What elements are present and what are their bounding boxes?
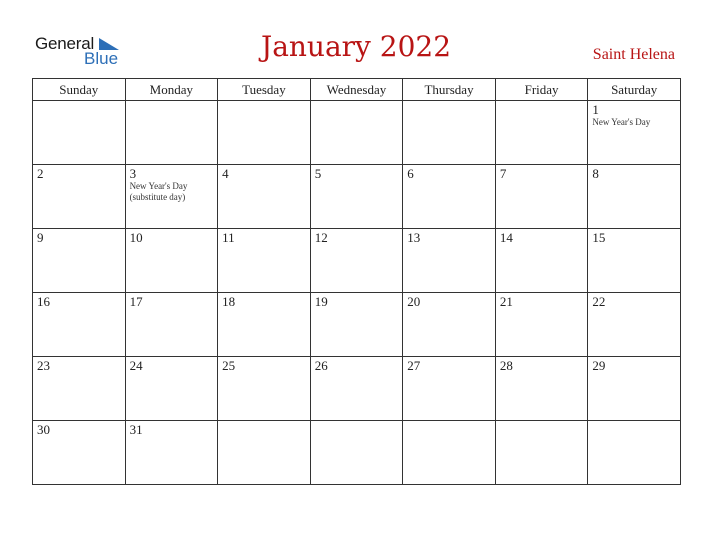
day-cell xyxy=(310,293,403,357)
day-number: 11 xyxy=(222,230,235,245)
day-number: 30 xyxy=(37,422,50,437)
day-cell xyxy=(125,101,218,165)
day-cell xyxy=(403,357,496,421)
week-row xyxy=(33,229,681,293)
day-number: 29 xyxy=(592,358,606,373)
weekday-header: Saturday xyxy=(588,79,681,101)
day-number: 1 xyxy=(592,102,599,117)
weekday-header: Tuesday xyxy=(218,79,311,101)
day-number: 17 xyxy=(129,294,143,309)
day-cell xyxy=(495,165,588,229)
day-number: 27 xyxy=(407,358,421,373)
day-number: 13 xyxy=(407,230,421,245)
day-cell xyxy=(33,165,126,229)
day-number: 16 xyxy=(37,294,50,309)
day-cell xyxy=(403,293,496,357)
day-number: 25 xyxy=(222,358,236,373)
holiday-label: New Year's Day xyxy=(592,117,651,127)
day-number: 15 xyxy=(592,230,606,245)
day-number: 19 xyxy=(314,294,328,309)
day-cell xyxy=(125,421,218,485)
day-cell xyxy=(125,229,218,293)
day-number: 9 xyxy=(37,230,44,245)
calendar-title: January 2022 xyxy=(260,30,452,63)
weekday-header: Wednesday xyxy=(310,79,403,101)
day-number: 14 xyxy=(499,230,513,245)
day-cell xyxy=(218,357,311,421)
day-cell xyxy=(310,421,403,485)
day-number: 12 xyxy=(314,230,328,245)
day-cell xyxy=(33,101,126,165)
day-cell xyxy=(588,101,681,165)
day-cell xyxy=(310,101,403,165)
week-row xyxy=(33,293,681,357)
day-cell xyxy=(125,357,218,421)
day-number: 20 xyxy=(407,294,421,309)
weekday-header-row xyxy=(33,79,681,101)
day-cell xyxy=(33,229,126,293)
day-cell xyxy=(588,165,681,229)
day-cell xyxy=(33,421,126,485)
day-cell xyxy=(495,293,588,357)
day-cell xyxy=(125,165,218,229)
day-cell xyxy=(33,293,126,357)
day-number: 3 xyxy=(129,166,137,181)
day-cell xyxy=(125,293,218,357)
day-cell xyxy=(310,165,403,229)
day-cell xyxy=(33,357,126,421)
holiday-label: (substitute day) xyxy=(129,192,186,202)
day-number: 22 xyxy=(592,294,606,309)
logo-general-text: General xyxy=(35,34,95,53)
day-cell xyxy=(218,229,311,293)
day-cell xyxy=(218,293,311,357)
day-cell xyxy=(495,229,588,293)
day-number: 24 xyxy=(129,358,143,373)
week-row xyxy=(33,357,681,421)
calendar-grid xyxy=(32,78,681,485)
day-cell xyxy=(495,101,588,165)
day-cell xyxy=(588,293,681,357)
day-number: 5 xyxy=(314,166,322,181)
day-number: 10 xyxy=(129,230,143,245)
day-number: 18 xyxy=(222,294,236,309)
day-cell xyxy=(403,101,496,165)
day-number: 8 xyxy=(592,166,599,181)
day-cell xyxy=(218,165,311,229)
day-cell xyxy=(588,421,681,485)
day-cell xyxy=(403,229,496,293)
week-row xyxy=(33,101,681,165)
day-number: 4 xyxy=(222,166,229,181)
logo-blue-text: Blue xyxy=(84,49,119,68)
day-cell xyxy=(218,421,311,485)
day-cell xyxy=(218,101,311,165)
region-label: Saint Helena xyxy=(592,46,675,63)
day-cell xyxy=(588,229,681,293)
day-number: 23 xyxy=(37,358,50,373)
weekday-header: Thursday xyxy=(403,79,496,101)
day-number: 7 xyxy=(499,166,507,181)
day-cell xyxy=(495,357,588,421)
day-cell xyxy=(310,357,403,421)
day-number: 21 xyxy=(499,294,513,309)
day-cell xyxy=(495,421,588,485)
weekday-header: Sunday xyxy=(33,79,126,101)
weekday-header: Monday xyxy=(125,79,218,101)
holiday-label: New Year's Day xyxy=(129,181,188,191)
week-row xyxy=(33,165,681,229)
week-row xyxy=(33,421,681,485)
day-cell xyxy=(403,421,496,485)
day-number: 2 xyxy=(37,166,44,181)
day-cell xyxy=(403,165,496,229)
weekday-header: Friday xyxy=(495,79,588,101)
day-cell xyxy=(588,357,681,421)
day-number: 6 xyxy=(407,166,414,181)
day-number: 26 xyxy=(314,358,328,373)
day-cell xyxy=(310,229,403,293)
day-number: 28 xyxy=(499,358,513,373)
day-number: 31 xyxy=(129,422,143,437)
